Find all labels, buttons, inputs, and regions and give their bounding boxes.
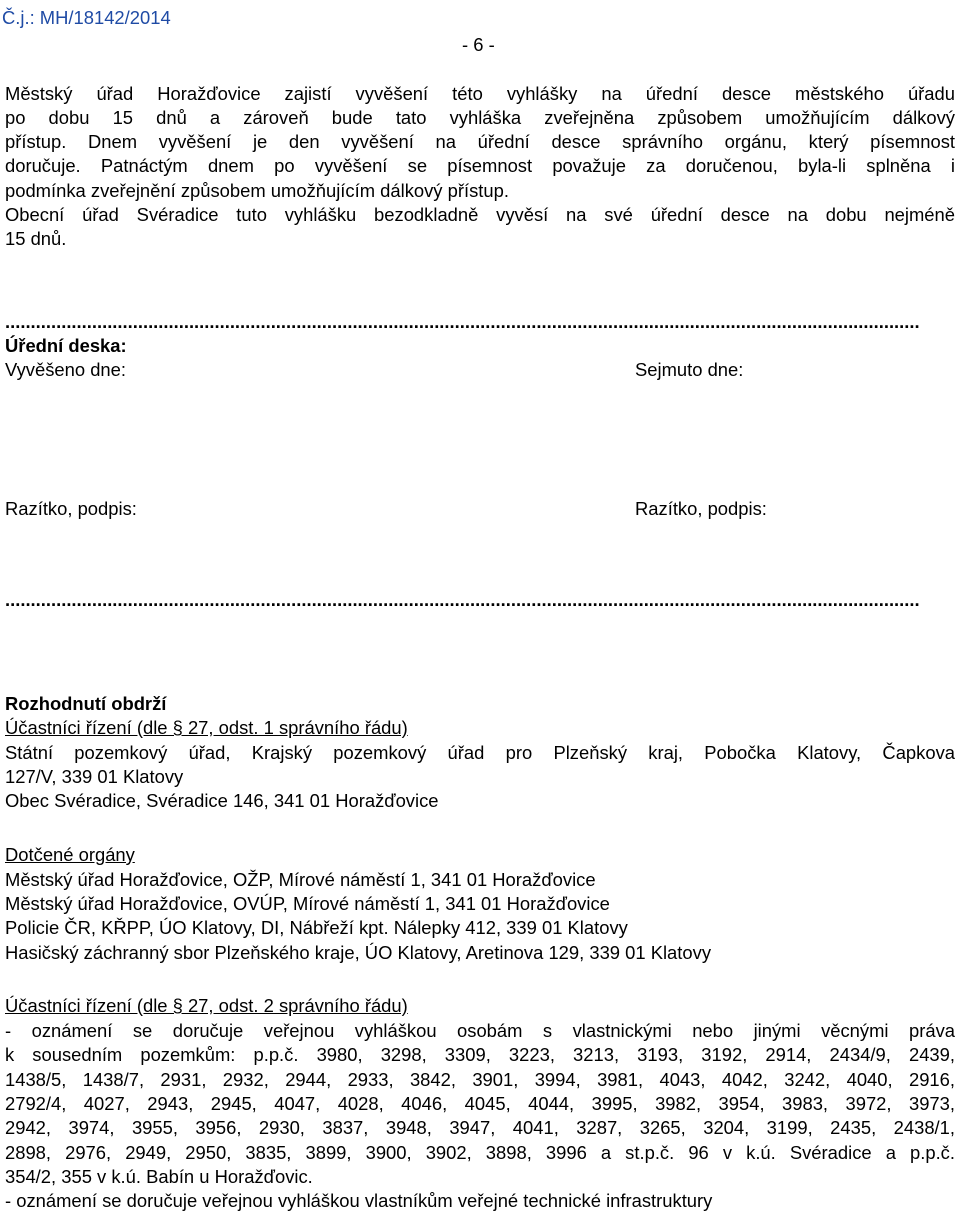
board-title: Úřední deska: (5, 335, 127, 356)
recipient-line: 1438/5, 1438/7, 2931, 2932, 2944, 2933, 3842, 3901, 3994, 3981, 4043, 4042, 3242, 4040, 2916, (5, 1069, 955, 1090)
recipient-line: 2942, 3974, 3955, 3956, 2930, 3837, 3948, 3947, 4041, 3287, 3265, 3204, 3199, 2435, 2438/1, (5, 1117, 955, 1138)
notice-line: doručuje. Patnáctým dnem po vyvěšení se písemnost považuje za doručenou, byla-li splněna i (5, 155, 955, 176)
recipient-line: - oznámení se doručuje veřejnou vyhláškou vlastníkům veřejné technické infrastruktury (5, 1190, 713, 1211)
notice-line: Městský úřad Horažďovice zajistí vyvěšení této vyhlášky na úřední desce městského úřadu (5, 83, 955, 104)
participants-section-title: Účastníci řízení (dle § 27, odst. 2 správního řádu) (5, 995, 408, 1016)
notice-line: podmínka zveřejnění způsobem umožňujícím dálkový přístup. (5, 180, 509, 201)
notice-line: přístup. Dnem vyvěšení je den vyvěšení na úřední desce správního orgánu, který písemnost (5, 131, 955, 152)
stamp-signature-left: Razítko, podpis: (5, 498, 137, 519)
recipient-line: - oznámení se doručuje veřejnou vyhláškou osobám s vlastnickými nebo jinými věcnými práva (5, 1020, 955, 1041)
recipient-line: 2898, 2976, 2949, 2950, 3835, 3899, 3900, 3902, 3898, 3996 a st.p.č. 96 v k.ú. Svéradice a p.p.č. (5, 1142, 955, 1163)
participants-section-title: Účastníci řízení (dle § 27, odst. 1 správního řádu) (5, 717, 408, 738)
notice-line: Obecní úřad Svéradice tuto vyhlášku bezodkladně vyvěsí na své úřední desce na dobu nejméně (5, 204, 955, 225)
stamp-signature-right: Razítko, podpis: (635, 498, 767, 519)
posted-date-label: Vyvěšeno dne: (5, 359, 126, 380)
page-number: - 6 - (462, 34, 495, 55)
authorities-section-title: Dotčené orgány (5, 844, 135, 865)
recipient-line: Policie ČR, KŘPP, ÚO Klatovy, DI, Nábřeží kpt. Nálepky 412, 339 01 Klatovy (5, 917, 628, 938)
recipient-line: Městský úřad Horažďovice, OVÚP, Mírové náměstí 1, 341 01 Horažďovice (5, 893, 610, 914)
separator-line: ................................................................................................................................................................................... (5, 311, 920, 332)
recipient-line: 354/2, 355 v k.ú. Babín u Horažďovic. (5, 1166, 313, 1187)
recipients-heading: Rozhodnutí obdrží (5, 693, 167, 714)
recipient-line: k sousedním pozemkům: p.p.č. 3980, 3298, 3309, 3223, 3213, 3193, 3192, 2914, 2434/9, 2439, (5, 1044, 955, 1065)
recipient-line: 2792/4, 4027, 2943, 2945, 4047, 4028, 4046, 4045, 4044, 3995, 3982, 3954, 3983, 3972, 3973, (5, 1093, 955, 1114)
recipient-line: Státní pozemkový úřad, Krajský pozemkový úřad pro Plzeňský kraj, Pobočka Klatovy, Čapkova (5, 742, 955, 763)
recipient-line: Obec Svéradice, Svéradice 146, 341 01 Horažďovice (5, 790, 439, 811)
removed-date-label: Sejmuto dne: (635, 359, 744, 380)
recipient-line: Městský úřad Horažďovice, OŽP, Mírové náměstí 1, 341 01 Horažďovice (5, 869, 596, 890)
reference-number: Č.j.: MH/18142/2014 (2, 7, 171, 28)
notice-line: po dobu 15 dnů a zároveň bude tato vyhláška zveřejněna způsobem umožňujícím dálkový (5, 107, 955, 128)
separator-line: ................................................................................................................................................................................... (5, 589, 920, 610)
notice-line: 15 dnů. (5, 228, 67, 249)
recipient-line: Hasičský záchranný sbor Plzeňského kraje, ÚO Klatovy, Aretinova 129, 339 01 Klatovy (5, 942, 712, 963)
recipient-line: 127/V, 339 01 Klatovy (5, 766, 184, 787)
